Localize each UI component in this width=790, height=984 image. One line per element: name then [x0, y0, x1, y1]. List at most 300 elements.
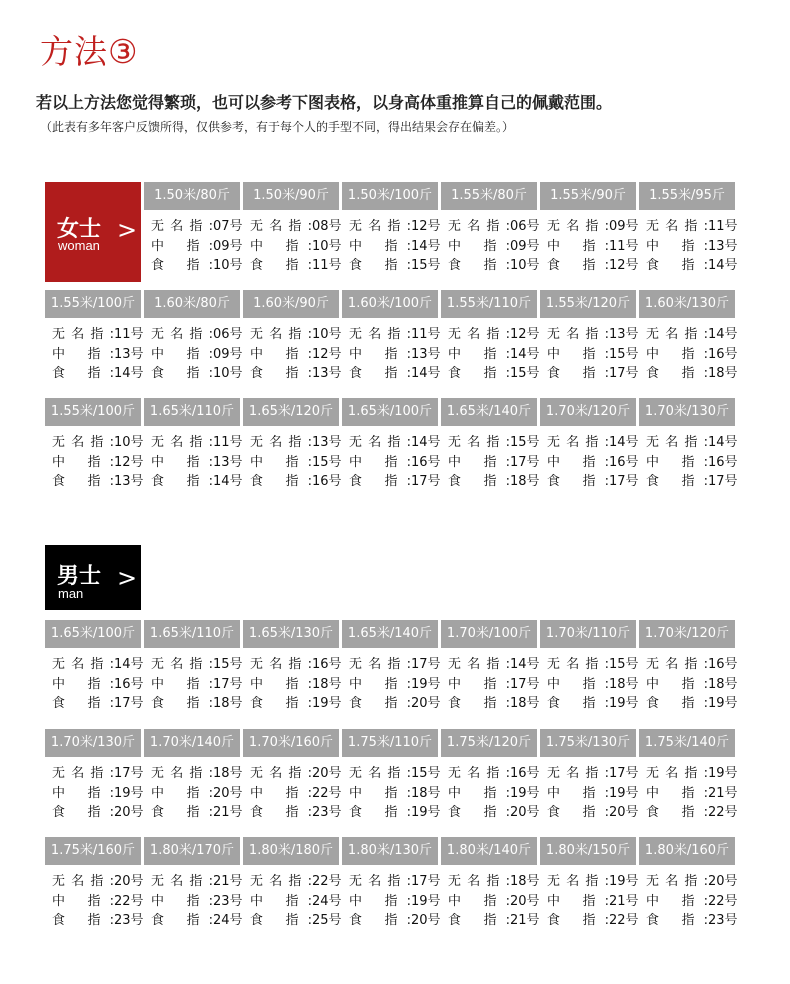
ring-finger-size-value: 08号 — [312, 219, 342, 234]
middle-finger-size-label: 中 指: — [151, 454, 213, 470]
height-weight-header: 1.65米/140斤 — [342, 620, 438, 648]
middle-finger-size — [144, 345, 243, 365]
middle-finger-size-label: 中 指: — [349, 676, 411, 692]
index-finger-size — [243, 256, 342, 276]
ring-finger-size — [243, 217, 342, 237]
index-finger-size — [441, 256, 540, 276]
ring-finger-size-label: 无名指: — [448, 219, 510, 234]
middle-finger-size-value: 20号 — [510, 893, 540, 909]
middle-finger-size — [144, 237, 243, 257]
ring-finger-size — [144, 217, 243, 237]
ring-finger-size-value: 15号 — [609, 657, 639, 672]
ring-size-cell — [243, 872, 342, 931]
index-finger-size — [540, 803, 639, 823]
index-finger-size-label: 食 指: — [250, 913, 312, 928]
ring-finger-size-label: 无名指: — [52, 874, 114, 889]
ring-finger-size-value: 10号 — [312, 327, 342, 342]
middle-finger-size — [342, 453, 441, 473]
height-weight-header: 1.60米/100斤 — [342, 290, 438, 318]
index-finger-size-value: 17号 — [609, 474, 639, 489]
middle-finger-size-label: 中 指: — [250, 346, 312, 362]
index-finger-size-label: 食 指: — [448, 258, 510, 273]
ring-finger-size-value: 19号 — [609, 874, 639, 889]
middle-finger-size — [540, 892, 639, 912]
ring-finger-size-label: 无名指: — [250, 874, 312, 889]
ring-finger-size-label: 无名指: — [448, 874, 510, 889]
index-finger-size-label: 食 指: — [151, 474, 213, 489]
ring-finger-size-label: 无名指: — [250, 766, 312, 781]
middle-finger-size-label: 中 指: — [547, 346, 609, 362]
ring-size-cell — [243, 433, 342, 492]
ring-finger-size-value: 14号 — [510, 657, 540, 672]
index-finger-size-value: 20号 — [411, 696, 441, 711]
height-weight-header: 1.75米/120斤 — [441, 729, 537, 757]
middle-finger-size-value: 14号 — [510, 346, 540, 362]
index-finger-size — [540, 364, 639, 384]
middle-finger-size-value: 15号 — [312, 454, 342, 470]
ring-size-cell — [639, 325, 738, 384]
ring-finger-size — [540, 872, 639, 892]
middle-finger-size-label: 中 指: — [151, 676, 213, 692]
middle-finger-size-value: 21号 — [609, 893, 639, 909]
middle-finger-size-value: 19号 — [114, 785, 144, 801]
ring-finger-size — [144, 433, 243, 453]
index-finger-size-value: 19号 — [609, 696, 639, 711]
ring-finger-size — [144, 655, 243, 675]
middle-finger-size-value: 19号 — [609, 785, 639, 801]
height-weight-header: 1.60米/90斤 — [243, 290, 339, 318]
index-finger-size-label: 食 指: — [250, 474, 312, 489]
middle-finger-size-value: 20号 — [213, 785, 243, 801]
ring-size-cell — [441, 764, 540, 823]
ring-finger-size-label: 无名指: — [250, 657, 312, 672]
middle-finger-size-label: 中 指: — [52, 785, 114, 801]
middle-finger-size-value: 09号 — [510, 238, 540, 254]
ring-finger-size — [639, 764, 738, 784]
ring-finger-size-value: 06号 — [510, 219, 540, 234]
middle-finger-size — [342, 675, 441, 695]
index-finger-size-value: 19号 — [708, 696, 738, 711]
ring-finger-size-value: 18号 — [510, 874, 540, 889]
middle-finger-size — [441, 784, 540, 804]
middle-finger-size-label: 中 指: — [250, 893, 312, 909]
middle-finger-size — [45, 675, 144, 695]
index-finger-size — [45, 694, 144, 714]
height-weight-header: 1.75米/140斤 — [639, 729, 735, 757]
intro-text: 若以上方法您觉得繁琐，也可以参考下图表格，以身高体重推算自己的佩戴范围。 — [36, 93, 613, 112]
ring-finger-size-value: 09号 — [609, 219, 639, 234]
index-finger-size — [639, 694, 738, 714]
ring-finger-size — [45, 764, 144, 784]
middle-finger-size-value: 16号 — [114, 676, 144, 692]
ring-size-cell — [144, 872, 243, 931]
middle-finger-size-value: 17号 — [510, 454, 540, 470]
height-weight-header: 1.50米/100斤 — [342, 182, 438, 210]
ring-size-cell — [45, 764, 144, 823]
ring-size-cell — [243, 655, 342, 714]
ring-finger-size-label: 无名指: — [448, 435, 510, 450]
middle-finger-size — [342, 784, 441, 804]
middle-finger-size — [540, 345, 639, 365]
index-finger-size — [639, 364, 738, 384]
height-weight-header: 1.60米/80斤 — [144, 290, 240, 318]
index-finger-size — [441, 472, 540, 492]
index-finger-size-value: 17号 — [708, 474, 738, 489]
height-weight-header: 1.55米/100斤 — [45, 398, 141, 426]
index-finger-size — [342, 803, 441, 823]
index-finger-size-label: 食 指: — [646, 366, 708, 381]
ring-finger-size-value: 15号 — [510, 435, 540, 450]
height-weight-header: 1.70米/100斤 — [441, 620, 537, 648]
ring-size-cell — [540, 764, 639, 823]
ring-size-cell — [144, 433, 243, 492]
ring-size-cell — [144, 655, 243, 714]
ring-finger-size-label: 无名指: — [547, 766, 609, 781]
height-weight-header: 1.75米/110斤 — [342, 729, 438, 757]
index-finger-size-label: 食 指: — [547, 913, 609, 928]
index-finger-size-label: 食 指: — [151, 913, 213, 928]
ring-finger-size-label: 无名指: — [349, 766, 411, 781]
index-finger-size — [144, 472, 243, 492]
index-finger-size — [243, 911, 342, 931]
ring-size-cell — [441, 217, 540, 276]
ring-finger-size-value: 14号 — [114, 657, 144, 672]
height-weight-header: 1.75米/160斤 — [45, 837, 141, 865]
ring-size-cell — [639, 655, 738, 714]
index-finger-size-value: 10号 — [213, 366, 243, 381]
height-weight-header: 1.55米/100斤 — [45, 290, 141, 318]
index-finger-size-value: 22号 — [708, 805, 738, 820]
ring-finger-size — [243, 872, 342, 892]
ring-finger-size — [144, 764, 243, 784]
height-weight-header: 1.70米/130斤 — [639, 398, 735, 426]
index-finger-size-value: 25号 — [312, 913, 342, 928]
middle-finger-size-value: 22号 — [114, 893, 144, 909]
index-finger-size-value: 15号 — [411, 258, 441, 273]
index-finger-size-value: 21号 — [213, 805, 243, 820]
index-finger-size-label: 食 指: — [151, 366, 213, 381]
ring-finger-size-value: 11号 — [114, 327, 144, 342]
middle-finger-size-label: 中 指: — [547, 454, 609, 470]
index-finger-size — [441, 694, 540, 714]
middle-finger-size — [639, 345, 738, 365]
index-finger-size-label: 食 指: — [547, 805, 609, 820]
middle-finger-size — [243, 237, 342, 257]
ring-finger-size-value: 17号 — [114, 766, 144, 781]
ring-finger-size-label: 无名指: — [349, 327, 411, 342]
index-finger-size-value: 19号 — [411, 805, 441, 820]
middle-finger-size — [144, 784, 243, 804]
index-finger-size — [243, 803, 342, 823]
height-weight-header: 1.55米/90斤 — [540, 182, 636, 210]
middle-finger-size — [144, 453, 243, 473]
ring-finger-size — [441, 325, 540, 345]
index-finger-size — [342, 694, 441, 714]
index-finger-size-label: 食 指: — [52, 805, 114, 820]
index-finger-size-value: 23号 — [114, 913, 144, 928]
middle-finger-size-value: 19号 — [411, 893, 441, 909]
ring-size-cell — [243, 217, 342, 276]
ring-finger-size — [540, 217, 639, 237]
middle-finger-size — [639, 892, 738, 912]
middle-finger-size-label: 中 指: — [646, 454, 708, 470]
ring-finger-size-label: 无名指: — [547, 657, 609, 672]
middle-finger-size-value: 17号 — [510, 676, 540, 692]
height-weight-header: 1.55米/120斤 — [540, 290, 636, 318]
disclaimer-note: （此表有多年客户反馈所得，仅供参考，有于每个人的手型不同，得出结果会存在偏差。） — [40, 120, 515, 134]
middle-finger-size-value: 18号 — [312, 676, 342, 692]
middle-finger-size-label: 中 指: — [547, 893, 609, 909]
ring-finger-size — [639, 217, 738, 237]
ring-finger-size-label: 无名指: — [646, 327, 708, 342]
index-finger-size-label: 食 指: — [52, 913, 114, 928]
index-finger-size-value: 20号 — [609, 805, 639, 820]
index-finger-size — [243, 694, 342, 714]
index-finger-size-label: 食 指: — [646, 258, 708, 273]
ring-size-cell — [144, 217, 243, 276]
middle-finger-size-label: 中 指: — [349, 454, 411, 470]
index-finger-size-label: 食 指: — [151, 258, 213, 273]
height-weight-header: 1.50米/80斤 — [144, 182, 240, 210]
ring-size-cell — [441, 433, 540, 492]
ring-size-cell — [540, 217, 639, 276]
ring-finger-size — [243, 433, 342, 453]
middle-finger-size-value: 16号 — [609, 454, 639, 470]
height-weight-header: 1.80米/180斤 — [243, 837, 339, 865]
index-finger-size-value: 23号 — [708, 913, 738, 928]
middle-finger-size-label: 中 指: — [151, 893, 213, 909]
index-finger-size — [45, 803, 144, 823]
middle-finger-size-value: 22号 — [708, 893, 738, 909]
ring-finger-size — [540, 764, 639, 784]
middle-finger-size — [639, 675, 738, 695]
height-weight-header: 1.55米/110斤 — [441, 290, 537, 318]
index-finger-size-value: 20号 — [510, 805, 540, 820]
ring-finger-size-value: 07号 — [213, 219, 243, 234]
index-finger-size-value: 14号 — [114, 366, 144, 381]
middle-finger-size — [540, 675, 639, 695]
middle-finger-size-label: 中 指: — [349, 785, 411, 801]
index-finger-size-label: 食 指: — [349, 258, 411, 273]
ring-finger-size-value: 14号 — [411, 435, 441, 450]
ring-finger-size-label: 无名指: — [151, 657, 213, 672]
ring-size-cell — [144, 325, 243, 384]
ring-size-cell — [342, 872, 441, 931]
men-badge-english: man — [58, 586, 84, 601]
middle-finger-size — [243, 453, 342, 473]
ring-finger-size-label: 无名指: — [151, 435, 213, 450]
ring-finger-size-value: 15号 — [411, 766, 441, 781]
index-finger-size-label: 食 指: — [448, 366, 510, 381]
middle-finger-size-label: 中 指: — [349, 893, 411, 909]
ring-finger-size-value: 06号 — [213, 327, 243, 342]
ring-finger-size — [45, 872, 144, 892]
ring-finger-size — [243, 655, 342, 675]
height-weight-header: 1.70米/110斤 — [540, 620, 636, 648]
ring-finger-size — [639, 655, 738, 675]
middle-finger-size-value: 09号 — [213, 346, 243, 362]
index-finger-size — [144, 364, 243, 384]
middle-finger-size-value: 17号 — [213, 676, 243, 692]
ring-size-cell — [639, 764, 738, 823]
ring-finger-size-label: 无名指: — [646, 766, 708, 781]
ring-finger-size — [441, 764, 540, 784]
ring-finger-size — [540, 325, 639, 345]
middle-finger-size-label: 中 指: — [448, 676, 510, 692]
ring-finger-size-label: 无名指: — [547, 874, 609, 889]
middle-finger-size-value: 18号 — [609, 676, 639, 692]
ring-finger-size-label: 无名指: — [349, 657, 411, 672]
ring-finger-size-value: 11号 — [411, 327, 441, 342]
index-finger-size — [144, 694, 243, 714]
ring-finger-size-value: 21号 — [213, 874, 243, 889]
ring-size-cell — [441, 872, 540, 931]
middle-finger-size — [540, 453, 639, 473]
ring-finger-size-value: 20号 — [708, 874, 738, 889]
ring-finger-size-label: 无名指: — [448, 657, 510, 672]
middle-finger-size — [441, 892, 540, 912]
ring-finger-size-value: 17号 — [411, 874, 441, 889]
index-finger-size-value: 23号 — [312, 805, 342, 820]
ring-finger-size-value: 17号 — [411, 657, 441, 672]
index-finger-size-label: 食 指: — [448, 913, 510, 928]
ring-finger-size-value: 14号 — [708, 327, 738, 342]
height-weight-header: 1.80米/150斤 — [540, 837, 636, 865]
ring-finger-size-value: 17号 — [609, 766, 639, 781]
middle-finger-size — [441, 453, 540, 473]
height-weight-header: 1.80米/160斤 — [639, 837, 735, 865]
index-finger-size — [441, 364, 540, 384]
ring-finger-size-value: 16号 — [708, 657, 738, 672]
height-weight-header: 1.70米/120斤 — [540, 398, 636, 426]
middle-finger-size — [540, 784, 639, 804]
index-finger-size-label: 食 指: — [52, 366, 114, 381]
middle-finger-size-label: 中 指: — [646, 346, 708, 362]
ring-finger-size — [639, 872, 738, 892]
ring-size-cell — [540, 872, 639, 931]
ring-size-cell — [144, 764, 243, 823]
index-finger-size-value: 22号 — [609, 913, 639, 928]
ring-size-cell — [342, 764, 441, 823]
ring-size-cell — [45, 872, 144, 931]
middle-finger-size-label: 中 指: — [448, 346, 510, 362]
index-finger-size — [144, 911, 243, 931]
middle-finger-size-value: 13号 — [114, 346, 144, 362]
ring-finger-size — [441, 655, 540, 675]
ring-finger-size-value: 12号 — [510, 327, 540, 342]
ring-size-cell — [243, 764, 342, 823]
ring-finger-size-label: 无名指: — [151, 219, 213, 234]
index-finger-size — [639, 911, 738, 931]
ring-size-cell — [243, 325, 342, 384]
ring-finger-size — [639, 325, 738, 345]
index-finger-size-value: 17号 — [609, 366, 639, 381]
height-weight-header: 1.65米/140斤 — [441, 398, 537, 426]
index-finger-size-label: 食 指: — [547, 258, 609, 273]
ring-finger-size-label: 无名指: — [448, 766, 510, 781]
middle-finger-size-value: 13号 — [411, 346, 441, 362]
ring-finger-size — [540, 655, 639, 675]
ring-size-cell — [45, 325, 144, 384]
middle-finger-size — [243, 784, 342, 804]
index-finger-size-value: 19号 — [312, 696, 342, 711]
index-finger-size-label: 食 指: — [646, 805, 708, 820]
middle-finger-size-label: 中 指: — [250, 454, 312, 470]
index-finger-size — [540, 694, 639, 714]
index-finger-size-label: 食 指: — [646, 696, 708, 711]
middle-finger-size-label: 中 指: — [52, 893, 114, 909]
index-finger-size-label: 食 指: — [349, 913, 411, 928]
ring-size-cell — [342, 325, 441, 384]
middle-finger-size — [540, 237, 639, 257]
index-finger-size-value: 18号 — [510, 474, 540, 489]
index-finger-size — [243, 472, 342, 492]
ring-finger-size — [144, 872, 243, 892]
middle-finger-size-label: 中 指: — [250, 785, 312, 801]
ring-finger-size-value: 13号 — [609, 327, 639, 342]
middle-finger-size — [342, 345, 441, 365]
ring-finger-size — [639, 433, 738, 453]
ring-size-cell — [540, 433, 639, 492]
ring-finger-size-value: 14号 — [609, 435, 639, 450]
ring-finger-size-value: 22号 — [312, 874, 342, 889]
ring-finger-size-label: 无名指: — [646, 657, 708, 672]
middle-finger-size-label: 中 指: — [646, 238, 708, 254]
ring-size-cell — [441, 325, 540, 384]
ring-finger-size-label: 无名指: — [52, 657, 114, 672]
middle-finger-size — [45, 453, 144, 473]
index-finger-size-label: 食 指: — [349, 805, 411, 820]
middle-finger-size-value: 12号 — [312, 346, 342, 362]
index-finger-size-value: 24号 — [213, 913, 243, 928]
middle-finger-size-value: 18号 — [411, 785, 441, 801]
height-weight-header: 1.80米/170斤 — [144, 837, 240, 865]
index-finger-size-value: 10号 — [213, 258, 243, 273]
ring-finger-size-value: 11号 — [708, 219, 738, 234]
index-finger-size-label: 食 指: — [448, 805, 510, 820]
middle-finger-size-label: 中 指: — [547, 785, 609, 801]
middle-finger-size-value: 21号 — [708, 785, 738, 801]
ring-finger-size — [441, 433, 540, 453]
index-finger-size — [441, 911, 540, 931]
ring-finger-size — [243, 325, 342, 345]
middle-finger-size — [639, 237, 738, 257]
index-finger-size-value: 18号 — [213, 696, 243, 711]
index-finger-size — [639, 803, 738, 823]
ring-finger-size-value: 20号 — [312, 766, 342, 781]
height-weight-header: 1.70米/160斤 — [243, 729, 339, 757]
middle-finger-size-value: 22号 — [312, 785, 342, 801]
middle-finger-size-label: 中 指: — [52, 454, 114, 470]
middle-finger-size-value: 19号 — [510, 785, 540, 801]
ring-finger-size-label: 无名指: — [52, 766, 114, 781]
height-weight-header: 1.65米/100斤 — [45, 620, 141, 648]
index-finger-size-value: 20号 — [114, 805, 144, 820]
ring-finger-size-label: 无名指: — [151, 327, 213, 342]
ring-finger-size-label: 无名指: — [349, 435, 411, 450]
middle-finger-size-value: 11号 — [609, 238, 639, 254]
ring-finger-size-value: 15号 — [213, 657, 243, 672]
height-weight-header: 1.80米/140斤 — [441, 837, 537, 865]
height-weight-header: 1.70米/120斤 — [639, 620, 735, 648]
middle-finger-size — [144, 675, 243, 695]
index-finger-size — [144, 256, 243, 276]
index-finger-size-label: 食 指: — [250, 366, 312, 381]
ring-finger-size — [243, 764, 342, 784]
index-finger-size — [441, 803, 540, 823]
index-finger-size — [540, 472, 639, 492]
index-finger-size — [45, 911, 144, 931]
